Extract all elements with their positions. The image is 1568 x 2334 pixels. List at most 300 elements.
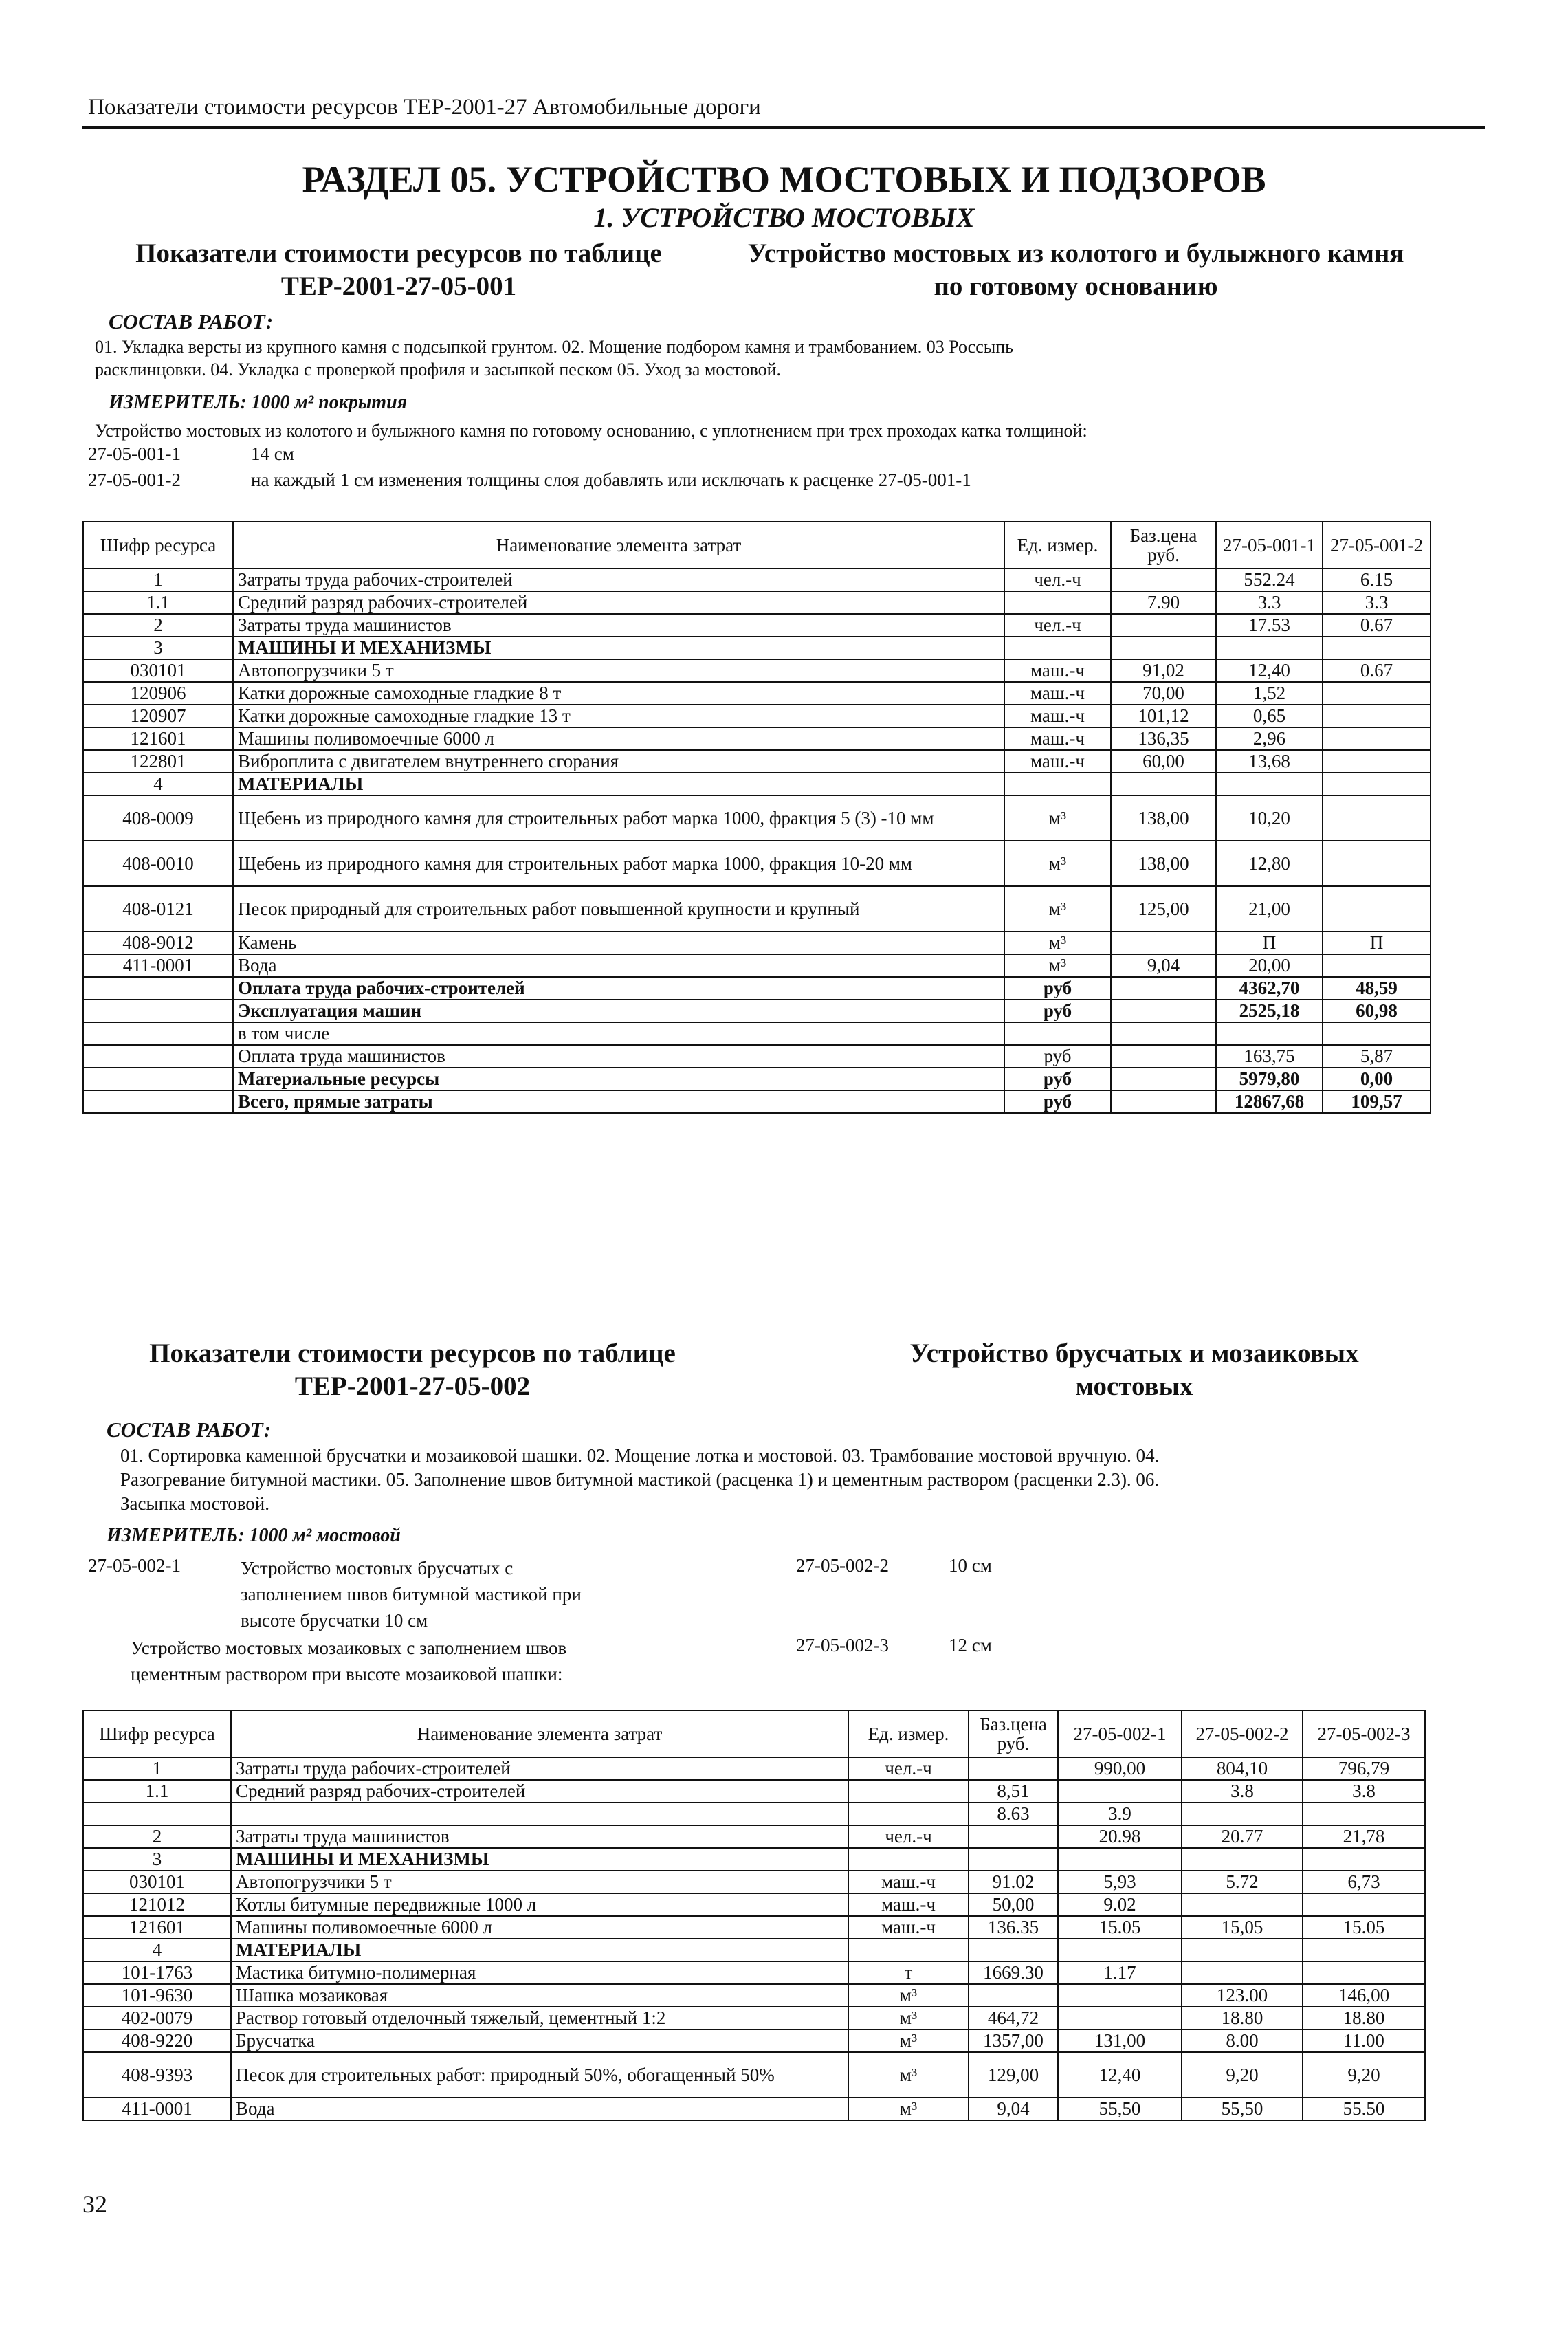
table1-heading-right-line2: по готовому основанию [934, 272, 1218, 301]
table-row [83, 2007, 1425, 2029]
cost-element-cell: МАТЕРИАЛЫ [231, 1939, 848, 1961]
table-row [83, 569, 1431, 591]
resource-code-cell [83, 1803, 231, 1825]
cost-element-cell: Вода [233, 954, 1004, 977]
table2-heading-right [852, 1337, 1416, 1403]
value-cell: 12,80 [1216, 841, 1323, 886]
value-cell [1182, 1848, 1303, 1871]
value-cell: 5,87 [1323, 1045, 1431, 1068]
value-cell: 8.63 [969, 1803, 1058, 1825]
unit-cell: чел.-ч [1004, 569, 1111, 591]
resource-code-cell [83, 1000, 233, 1022]
resource-code-cell: 4 [83, 1939, 231, 1961]
section-title: РАЗДЕЛ 05. УСТРОЙСТВО МОСТОВЫХ И ПОДЗОРОВ [302, 159, 1266, 200]
cost-element-cell: МАТЕРИАЛЫ [233, 773, 1004, 795]
value-cell: 10,20 [1216, 795, 1323, 841]
col-header-rate-2: 27-05-002-2 [1182, 1710, 1303, 1757]
value-cell: 123.00 [1182, 1984, 1303, 2007]
unit-cell: м³ [848, 2052, 969, 2098]
value-cell [1303, 1803, 1425, 1825]
value-cell [1303, 1848, 1425, 1871]
value-cell: 138,00 [1111, 841, 1216, 886]
value-cell: 8.00 [1182, 2029, 1303, 2052]
table2-heading-left [103, 1337, 722, 1403]
value-cell: 464,72 [969, 2007, 1058, 2029]
col-header-rate-2: 27-05-001-2 [1323, 522, 1431, 569]
table-row [83, 977, 1431, 1000]
cost-element-cell: МАШИНЫ И МЕХАНИЗМЫ [233, 637, 1004, 659]
value-cell: 0.67 [1323, 659, 1431, 682]
value-cell: 101,12 [1111, 705, 1216, 727]
resource-code-cell: 4 [83, 773, 233, 795]
table1-work-line: расклинцовки. 04. Укладка с проверкой профиля и засыпкой песком 05. Уход за мостовой. [95, 360, 782, 379]
value-cell [1111, 1068, 1216, 1090]
col-header-code: Шифр ресурса [83, 1710, 231, 1757]
value-cell [969, 1984, 1058, 2007]
resource-code-cell: 122801 [83, 750, 233, 773]
value-cell: 15.05 [1058, 1916, 1182, 1939]
resource-code-cell: 411-0001 [83, 2098, 231, 2120]
resource-code-cell: 121601 [83, 1916, 231, 1939]
unit-cell [1004, 637, 1111, 659]
value-cell: 3.3 [1323, 591, 1431, 614]
table2-work-line: Засыпка мостовой. [120, 1493, 269, 1514]
value-cell: 1,52 [1216, 682, 1323, 705]
resource-code-cell: 120907 [83, 705, 233, 727]
table2-v3-lead-line: Устройство мостовых мозаиковых с заполнением швов [131, 1638, 567, 1658]
value-cell: 990,00 [1058, 1757, 1182, 1780]
value-cell: 3.9 [1058, 1803, 1182, 1825]
value-cell [969, 1757, 1058, 1780]
value-cell: П [1323, 932, 1431, 954]
value-cell: 136,35 [1111, 727, 1216, 750]
value-cell [1111, 614, 1216, 637]
table-row [83, 2098, 1425, 2120]
value-cell: 4362,70 [1216, 977, 1323, 1000]
value-cell: 12867,68 [1216, 1090, 1323, 1113]
cost-element-cell: Оплата труда машинистов [233, 1045, 1004, 1068]
col-header-unit: Ед. измер. [1004, 522, 1111, 569]
value-cell: 48,59 [1323, 977, 1431, 1000]
table-row [83, 1916, 1425, 1939]
cost-element-cell: Затраты труда машинистов [233, 614, 1004, 637]
cost-element-cell: Средний разряд рабочих-строителей [231, 1780, 848, 1803]
cost-element-cell: Шашка мозаиковая [231, 1984, 848, 2007]
value-cell [1111, 977, 1216, 1000]
table2-measure-label: ИЗМЕРИТЕЛЬ: 1000 м² мостовой [107, 1525, 401, 1546]
table2-header-row [83, 1710, 1425, 1757]
cost-element-cell: Машины поливомоечные 6000 л [231, 1916, 848, 1939]
table-row [83, 1780, 1425, 1803]
cost-element-cell: Раствор готовый отделочный тяжелый, цементный 1:2 [231, 2007, 848, 2029]
table-row [83, 637, 1431, 659]
cost-element-cell [231, 1803, 848, 1825]
unit-cell: маш.-ч [848, 1916, 969, 1939]
resource-code-cell [83, 977, 233, 1000]
table1-grid [82, 521, 1431, 1114]
value-cell [1216, 773, 1323, 795]
value-cell: 9,20 [1303, 2052, 1425, 2098]
resource-code-cell: 402-0079 [83, 2007, 231, 2029]
table2-v1-code: 27-05-002-1 [88, 1555, 181, 1576]
unit-cell: маш.-ч [1004, 750, 1111, 773]
value-cell: 11.00 [1303, 2029, 1425, 2052]
table-row [83, 591, 1431, 614]
value-cell: 17.53 [1216, 614, 1323, 637]
cost-element-cell: Щебень из природного камня для строительных работ марка 1000, фракция 5 (3) -10 мм [233, 795, 1004, 841]
col-header-name: Наименование элемента затрат [231, 1710, 848, 1757]
value-cell: 0,65 [1216, 705, 1323, 727]
value-cell [1111, 932, 1216, 954]
value-cell: 138,00 [1111, 795, 1216, 841]
value-cell: 60,98 [1323, 1000, 1431, 1022]
cost-element-cell: Виброплита с двигателем внутреннего сгорания [233, 750, 1004, 773]
table-row [83, 1757, 1425, 1780]
table1-heading-left-line2: ТЕР-2001-27-05-001 [280, 272, 517, 301]
cost-element-cell: Средний разряд рабочих-строителей [233, 591, 1004, 614]
value-cell [1216, 637, 1323, 659]
cost-element-cell: Затраты труда машинистов [231, 1825, 848, 1848]
table2-heading-right-line1: Устройство брусчатых и мозаиковых [909, 1339, 1359, 1368]
unit-cell [848, 1848, 969, 1871]
cost-element-cell: Всего, прямые затраты [233, 1090, 1004, 1113]
table-row [83, 2029, 1425, 2052]
cost-element-cell: Песок природный для строительных работ повышенной крупности и крупный [233, 886, 1004, 932]
resource-code-cell: 1.1 [83, 591, 233, 614]
table-row [83, 1022, 1431, 1045]
table2-v1-line: Устройство мостовых брусчатых с [241, 1558, 514, 1578]
resource-code-cell [83, 1022, 233, 1045]
header-rule [82, 126, 1485, 129]
unit-cell: руб [1004, 1090, 1111, 1113]
value-cell [1058, 2007, 1182, 2029]
cost-element-cell: Песок для строительных работ: природный 50%, обогащенный 50% [231, 2052, 848, 2098]
cost-element-cell: Камень [233, 932, 1004, 954]
running-header: Показатели стоимости ресурсов ТЕР-2001-27 Автомобильные дороги [88, 95, 761, 120]
value-cell [1323, 682, 1431, 705]
value-cell: 15.05 [1303, 1916, 1425, 1939]
cost-element-cell: Котлы битумные передвижные 1000 л [231, 1893, 848, 1916]
value-cell [1111, 1000, 1216, 1022]
value-cell [1323, 795, 1431, 841]
value-cell: 20.77 [1182, 1825, 1303, 1848]
table-row [83, 1848, 1425, 1871]
value-cell: 13,68 [1216, 750, 1323, 773]
table2-v2-text: 10 см [949, 1555, 992, 1576]
value-cell: 12,40 [1216, 659, 1323, 682]
value-cell [1323, 1022, 1431, 1045]
table-row [83, 1961, 1425, 1984]
value-cell [1323, 954, 1431, 977]
cost-element-cell: Материальные ресурсы [233, 1068, 1004, 1090]
value-cell: 1669.30 [969, 1961, 1058, 1984]
table2-grid [82, 1710, 1426, 2121]
value-cell [969, 1939, 1058, 1961]
value-cell: 7.90 [1111, 591, 1216, 614]
col-header-rate-1: 27-05-002-1 [1058, 1710, 1182, 1757]
value-cell: 20.98 [1058, 1825, 1182, 1848]
table1-variant-code: 27-05-001-1 [88, 443, 181, 464]
table-row [83, 954, 1431, 977]
table-row [83, 750, 1431, 773]
resource-code-cell: 408-0010 [83, 841, 233, 886]
table2-v1-line: заполнением швов битумной мастикой при [241, 1584, 582, 1605]
table1-heading-right-line1: Устройство мостовых из колотого и булыжного камня [747, 239, 1404, 268]
value-cell: 5,93 [1058, 1871, 1182, 1893]
value-cell: 131,00 [1058, 2029, 1182, 2052]
value-cell [1303, 1893, 1425, 1916]
value-cell: 136.35 [969, 1916, 1058, 1939]
table1-variant-code: 27-05-001-2 [88, 470, 181, 490]
value-cell [1058, 1984, 1182, 2007]
unit-cell [848, 1780, 969, 1803]
unit-cell: м³ [1004, 886, 1111, 932]
value-cell [1323, 773, 1431, 795]
resource-code-cell: 101-1763 [83, 1961, 231, 1984]
cost-element-cell: Затраты труда рабочих-строителей [231, 1757, 848, 1780]
unit-cell: м³ [848, 2007, 969, 2029]
value-cell [1111, 1090, 1216, 1113]
cost-element-cell: Автопогрузчики 5 т [233, 659, 1004, 682]
unit-cell [848, 1939, 969, 1961]
value-cell: 1357,00 [969, 2029, 1058, 2052]
table1-measure-label: ИЗМЕРИТЕЛЬ: 1000 м² покрытия [109, 392, 408, 413]
unit-cell: маш.-ч [848, 1893, 969, 1916]
resource-code-cell [83, 1068, 233, 1090]
unit-cell [1004, 773, 1111, 795]
cost-element-cell: Щебень из природного камня для строительных работ марка 1000, фракция 10-20 мм [233, 841, 1004, 886]
unit-cell: м³ [848, 1984, 969, 2007]
value-cell: 8,51 [969, 1780, 1058, 1803]
table2-v1-line: высоте брусчатки 10 см [241, 1610, 428, 1631]
unit-cell: м³ [848, 2098, 969, 2120]
resource-code-cell: 408-9393 [83, 2052, 231, 2098]
resource-code-cell: 2 [83, 1825, 231, 1848]
table1-work-label: СОСТАВ РАБОТ: [109, 309, 274, 333]
col-header-code: Шифр ресурса [83, 522, 233, 569]
value-cell: 21,00 [1216, 886, 1323, 932]
value-cell: 2,96 [1216, 727, 1323, 750]
table1-work-line: 01. Укладка версты из крупного камня с подсыпкой грунтом. 02. Мощение подбором камня и трамбованием. 03 Россыпь [95, 337, 1014, 357]
unit-cell [1004, 1022, 1111, 1045]
unit-cell: маш.-ч [1004, 682, 1111, 705]
value-cell [1182, 1961, 1303, 1984]
value-cell: 3.8 [1303, 1780, 1425, 1803]
value-cell: 20,00 [1216, 954, 1323, 977]
value-cell [1058, 1848, 1182, 1871]
value-cell: 2525,18 [1216, 1000, 1323, 1022]
table-row [83, 727, 1431, 750]
value-cell: 129,00 [969, 2052, 1058, 2098]
resource-code-cell: 3 [83, 637, 233, 659]
value-cell [1182, 1939, 1303, 1961]
value-cell: 552.24 [1216, 569, 1323, 591]
value-cell: 15,05 [1182, 1916, 1303, 1939]
resource-code-cell: 101-9630 [83, 1984, 231, 2007]
cost-element-cell: Затраты труда рабочих-строителей [233, 569, 1004, 591]
table2-v3-text: 12 см [949, 1635, 992, 1655]
value-cell: 163,75 [1216, 1045, 1323, 1068]
unit-cell: маш.-ч [848, 1871, 969, 1893]
value-cell [1216, 1022, 1323, 1045]
value-cell: 146,00 [1303, 1984, 1425, 2007]
value-cell: 6.15 [1323, 569, 1431, 591]
resource-code-cell [83, 1045, 233, 1068]
table2-work-line: Разогревание битумной мастики. 05. Заполнение швов битумной мастикой (расценка 1) и цементным раствором (расценки 2.3). 06. [120, 1469, 1160, 1490]
table2-work-list [120, 1444, 1440, 1516]
value-cell: 18.80 [1303, 2007, 1425, 2029]
value-cell [1323, 727, 1431, 750]
table-row [83, 886, 1431, 932]
value-cell: 3.8 [1182, 1780, 1303, 1803]
resource-code-cell: 121601 [83, 727, 233, 750]
table-row [83, 1803, 1425, 1825]
table-row [83, 1068, 1431, 1090]
col-header-name: Наименование элемента затрат [233, 522, 1004, 569]
table2-v3-lead [131, 1635, 566, 1687]
value-cell [1058, 1939, 1182, 1961]
table1-variant-text: 14 см [251, 443, 294, 464]
cost-element-cell: Мастика битумно-полимерная [231, 1961, 848, 1984]
table-row [83, 795, 1431, 841]
table2-v3-lead-line: цементным раствором при высоте мозаиковой шашки: [131, 1664, 563, 1684]
value-cell [1111, 637, 1216, 659]
unit-cell: м³ [1004, 795, 1111, 841]
value-cell: 796,79 [1303, 1757, 1425, 1780]
value-cell [1303, 1939, 1425, 1961]
value-cell: 50,00 [969, 1893, 1058, 1916]
table-row [83, 614, 1431, 637]
unit-cell [848, 1803, 969, 1825]
value-cell: 6,73 [1303, 1871, 1425, 1893]
value-cell: 9.02 [1058, 1893, 1182, 1916]
table2-heading-left-line2: ТЕР-2001-27-05-002 [294, 1372, 531, 1401]
value-cell: 109,57 [1323, 1090, 1431, 1113]
table2-heading-left-line1: Показатели стоимости ресурсов по таблице [149, 1339, 676, 1368]
table-row [83, 682, 1431, 705]
value-cell: 55.50 [1303, 2098, 1425, 2120]
value-cell [1111, 569, 1216, 591]
value-cell [1323, 750, 1431, 773]
col-header-base-price: Баз.цена руб. [1111, 522, 1216, 569]
resource-code-cell: 120906 [83, 682, 233, 705]
value-cell [1182, 1803, 1303, 1825]
cost-element-cell: Оплата труда рабочих-строителей [233, 977, 1004, 1000]
col-header-rate-1: 27-05-001-1 [1216, 522, 1323, 569]
col-header-base-price: Баз.цена руб. [969, 1710, 1058, 1757]
page-number: 32 [82, 2190, 107, 2218]
table1-heading-right [708, 237, 1444, 303]
value-cell: 12,40 [1058, 2052, 1182, 2098]
unit-cell: м³ [848, 2029, 969, 2052]
value-cell [1058, 1780, 1182, 1803]
unit-cell: руб [1004, 977, 1111, 1000]
table-row [83, 1825, 1425, 1848]
cost-element-cell: Катки дорожные самоходные гладкие 8 т [233, 682, 1004, 705]
table1-heading-left-line1: Показатели стоимости ресурсов по таблице [135, 239, 662, 268]
unit-cell: чел.-ч [848, 1825, 969, 1848]
col-header-rate-3: 27-05-002-3 [1303, 1710, 1425, 1757]
value-cell: 9,04 [969, 2098, 1058, 2120]
cost-element-cell: Брусчатка [231, 2029, 848, 2052]
subsection-title: 1. УСТРОЙСТВО МОСТОВЫХ [593, 202, 975, 233]
table-row [83, 773, 1431, 795]
value-cell: 91,02 [1111, 659, 1216, 682]
table-row [83, 841, 1431, 886]
value-cell [969, 1848, 1058, 1871]
value-cell: 55,50 [1182, 2098, 1303, 2120]
unit-cell: м³ [1004, 954, 1111, 977]
resource-code-cell: 1 [83, 1757, 231, 1780]
resource-code-cell: 1 [83, 569, 233, 591]
cost-element-cell: в том числе [233, 1022, 1004, 1045]
table2-work-label: СОСТАВ РАБОТ: [107, 1418, 272, 1442]
table2-heading-right-line2: мостовых [1075, 1372, 1193, 1401]
value-cell: 5.72 [1182, 1871, 1303, 1893]
unit-cell: чел.-ч [1004, 614, 1111, 637]
value-cell: 5979,80 [1216, 1068, 1323, 1090]
unit-cell: м³ [1004, 841, 1111, 886]
cost-element-cell: МАШИНЫ И МЕХАНИЗМЫ [231, 1848, 848, 1871]
table-row [83, 2052, 1425, 2098]
unit-cell: руб [1004, 1000, 1111, 1022]
unit-cell: т [848, 1961, 969, 1984]
resource-code-cell: 121012 [83, 1893, 231, 1916]
table-row [83, 659, 1431, 682]
value-cell [1323, 841, 1431, 886]
cost-element-cell: Машины поливомоечные 6000 л [233, 727, 1004, 750]
cost-element-cell: Эксплуатация машин [233, 1000, 1004, 1022]
value-cell [1111, 1022, 1216, 1045]
resource-code-cell: 408-9012 [83, 932, 233, 954]
value-cell: 70,00 [1111, 682, 1216, 705]
value-cell [1323, 705, 1431, 727]
table2-v1-text [241, 1555, 582, 1633]
unit-cell: маш.-ч [1004, 727, 1111, 750]
resource-code-cell: 408-0009 [83, 795, 233, 841]
table2-v3-code: 27-05-002-3 [796, 1635, 889, 1655]
value-cell [1323, 886, 1431, 932]
cost-element-cell: Катки дорожные самоходные гладкие 13 т [233, 705, 1004, 727]
table-row [83, 705, 1431, 727]
cost-element-cell: Вода [231, 2098, 848, 2120]
table-row [83, 1000, 1431, 1022]
resource-code-cell: 2 [83, 614, 233, 637]
table2-work-line: 01. Сортировка каменной брусчатки и мозаиковой шашки. 02. Мощение лотка и мостовой. 03. Трамбование мостовой вручную. 04. [120, 1445, 1160, 1466]
table-row [83, 1045, 1431, 1068]
resource-code-cell [83, 1090, 233, 1113]
table-row [83, 1871, 1425, 1893]
table-row [83, 932, 1431, 954]
unit-cell: маш.-ч [1004, 705, 1111, 727]
value-cell: 18.80 [1182, 2007, 1303, 2029]
value-cell: 0.67 [1323, 614, 1431, 637]
table-row [83, 1939, 1425, 1961]
resource-code-cell: 408-0121 [83, 886, 233, 932]
value-cell [1323, 637, 1431, 659]
value-cell: 60,00 [1111, 750, 1216, 773]
value-cell: 804,10 [1182, 1757, 1303, 1780]
value-cell: 9,04 [1111, 954, 1216, 977]
unit-cell [1004, 591, 1111, 614]
unit-cell: м³ [1004, 932, 1111, 954]
value-cell: 3.3 [1216, 591, 1323, 614]
resource-code-cell: 030101 [83, 1871, 231, 1893]
value-cell [1111, 1045, 1216, 1068]
value-cell: 91.02 [969, 1871, 1058, 1893]
cost-element-cell: Автопогрузчики 5 т [231, 1871, 848, 1893]
unit-cell: чел.-ч [848, 1757, 969, 1780]
